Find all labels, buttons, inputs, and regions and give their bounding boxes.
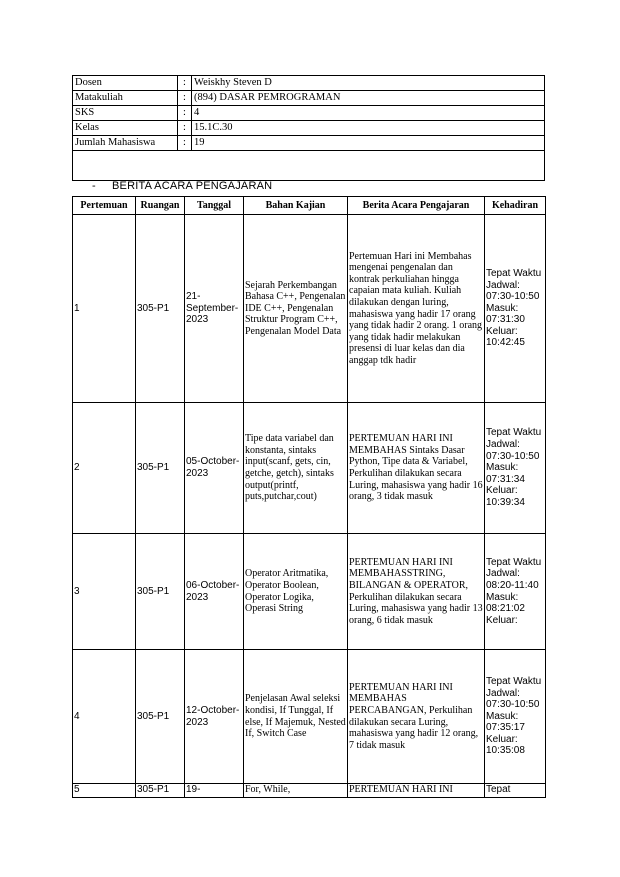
info-separator: : <box>178 121 192 136</box>
table-row <box>73 534 546 650</box>
table-header-row <box>73 197 546 215</box>
info-label: Matakuliah <box>73 91 178 106</box>
info-row-dosen <box>73 76 545 91</box>
cell-ruangan: 305-P1 <box>136 534 185 650</box>
cell-berita-acara: PERTEMUAN HARI INI MEMBAHAS Sintaks Dasar Python, Tipe data & Variabel, Perkulihan dilakukan secara Luring, mahasiswa yang hadir 16 orang, 3 tidak masuk <box>348 403 485 534</box>
info-row-jumlah <box>73 136 545 151</box>
header-ruangan: Ruangan <box>136 197 185 215</box>
cell-bahan-kajian: Penjelasan Awal seleksi kondisi, If Tunggal, If else, If Majemuk, Nested If, Switch Case <box>244 650 348 784</box>
info-label: Dosen <box>73 76 178 91</box>
course-info-table <box>72 75 545 181</box>
table-row <box>73 403 546 534</box>
cell-pertemuan: 3 <box>73 534 136 650</box>
cell-ruangan: 305-P1 <box>136 403 185 534</box>
info-blank-row <box>73 151 545 181</box>
info-separator: : <box>178 91 192 106</box>
cell-bahan-kajian: For, While, <box>244 784 348 798</box>
teaching-log-table <box>72 196 546 798</box>
header-pertemuan: Pertemuan <box>73 197 136 215</box>
heading-title: BERITA ACARA PENGAJARAN <box>112 180 273 192</box>
cell-pertemuan: 4 <box>73 650 136 784</box>
table-row <box>73 215 546 403</box>
cell-pertemuan: 2 <box>73 403 136 534</box>
cell-kehadiran: Tepat Waktu Jadwal: 07:30-10:50 Masuk: 07:31:34 Keluar: 10:39:34 <box>485 403 546 534</box>
cell-ruangan: 305-P1 <box>136 215 185 403</box>
header-kehadiran: Kehadiran <box>485 197 546 215</box>
header-tanggal: Tanggal <box>185 197 244 215</box>
cell-tanggal: 19- <box>185 784 244 798</box>
info-label: Jumlah Mahasiswa <box>73 136 178 151</box>
table-row <box>73 784 546 798</box>
cell-ruangan: 305-P1 <box>136 784 185 798</box>
info-row-kelas <box>73 121 545 136</box>
info-row-matakuliah <box>73 91 545 106</box>
info-label: Kelas <box>73 121 178 136</box>
cell-tanggal: 12-October-2023 <box>185 650 244 784</box>
info-value-dosen: Weiskhy Steven D <box>192 76 545 91</box>
info-value-jumlah: 19 <box>192 136 545 151</box>
info-blank-cell <box>73 151 545 181</box>
cell-bahan-kajian: Tipe data variabel dan konstanta, sintaks input(scanf, gets, cin, getche, getch), sintaks output(printf, puts,putchar,cout) <box>244 403 348 534</box>
info-separator: : <box>178 106 192 121</box>
cell-kehadiran: Tepat Waktu Jadwal: 08:20-11:40 Masuk: 08:21:02 Keluar: <box>485 534 546 650</box>
cell-tanggal: 21-September-2023 <box>185 215 244 403</box>
section-heading <box>92 180 272 192</box>
cell-kehadiran: Tepat <box>485 784 546 798</box>
cell-pertemuan: 5 <box>73 784 136 798</box>
header-bahan-kajian: Bahan Kajian <box>244 197 348 215</box>
cell-bahan-kajian: Sejarah Perkembangan Bahasa C++, Pengenalan IDE C++, Pengenalan Struktur Program C++, Pengenalan Model Data <box>244 215 348 403</box>
info-separator: : <box>178 136 192 151</box>
info-row-sks <box>73 106 545 121</box>
cell-berita-acara: PERTEMUAN HARI INI <box>348 784 485 798</box>
cell-kehadiran: Tepat Waktu Jadwal: 07:30-10:50 Masuk: 07:31:30 Keluar: 10:42:45 <box>485 215 546 403</box>
table-row <box>73 650 546 784</box>
info-separator: : <box>178 76 192 91</box>
info-value-matakuliah: (894) DASAR PEMROGRAMAN <box>192 91 545 106</box>
header-berita-acara: Berita Acara Pengajaran <box>348 197 485 215</box>
cell-pertemuan: 1 <box>73 215 136 403</box>
cell-tanggal: 05-October-2023 <box>185 403 244 534</box>
cell-tanggal: 06-October-2023 <box>185 534 244 650</box>
info-label: SKS <box>73 106 178 121</box>
cell-berita-acara: PERTEMUAN HARI INI MEMBAHAS PERCABANGAN, Perkulihan dilakukan secara Luring, mahasiswa yang hadir 12 orang, 7 tidak masuk <box>348 650 485 784</box>
cell-bahan-kajian: Operator Aritmatika, Operator Boolean, Operator Logika, Operasi String <box>244 534 348 650</box>
cell-ruangan: 305-P1 <box>136 650 185 784</box>
cell-kehadiran: Tepat Waktu Jadwal: 07:30-10:50 Masuk: 07:35:17 Keluar: 10:35:08 <box>485 650 546 784</box>
cell-berita-acara: PERTEMUAN HARI INI MEMBAHASSTRING, BILANGAN & OPERATOR, Perkulihan dilakukan secara Luring, mahasiswa yang hadir 13 orang, 6 tidak masuk <box>348 534 485 650</box>
info-value-sks: 4 <box>192 106 545 121</box>
cell-berita-acara: Pertemuan Hari ini Membahas mengenai pengenalan dan kontrak perkuliahan hingga capaian mata kuliah. Kuliah dilakukan dengan luring, mahasiswa yang hadir 17 orang yang tidak hadir 2 orang. 1 orang yang tidak hadir melakukan presensi di luar kelas dan dia anggap tdk hadir <box>348 215 485 403</box>
heading-bullet: - <box>92 180 96 192</box>
info-value-kelas: 15.1C.30 <box>192 121 545 136</box>
